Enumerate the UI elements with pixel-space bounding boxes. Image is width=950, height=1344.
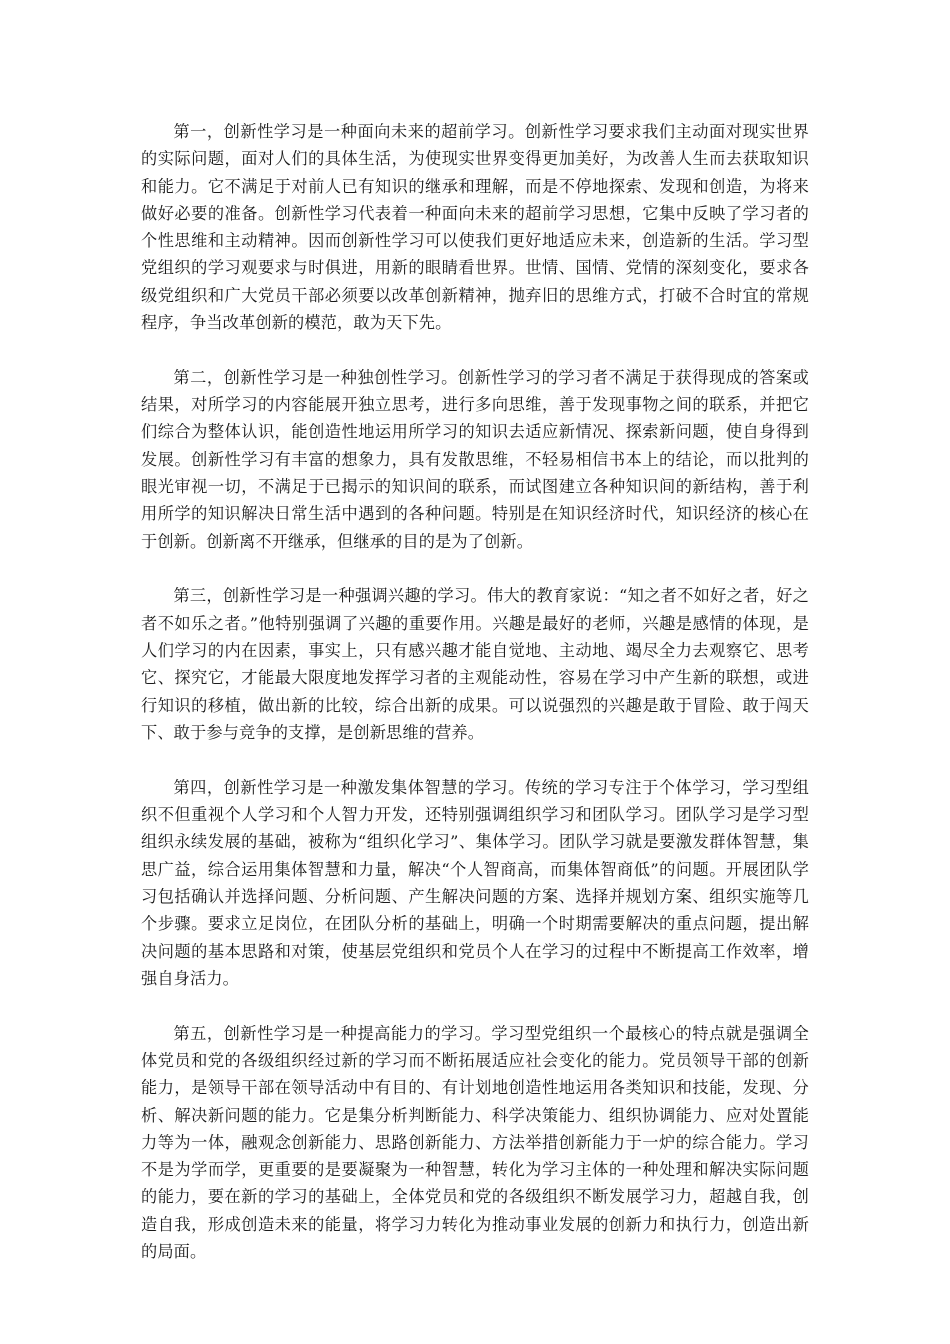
document-body xyxy=(141,118,809,1265)
paragraph-3: 第三，创新性学习是一种强调兴趣的学习。伟大的教育家说：“知之者不如好之者，好之者不如乐之者。”他特别强调了兴趣的重要作用。兴趣是最好的老师，兴趣是感情的体现，是人们学习的内在因素，事实上，只有感兴趣才能自觉地、主动地、竭尽全力去观察它、思考它、探究它，才能最大限度地发挥学习者的主观能动性，容易在学习中产生新的联想，或进行知识的移植，做出新的比较，综合出新的成果。可以说强烈的兴趣是敢于冒险、敢于闯天下、敢于参与竞争的支撑，是创新思维的营养。 xyxy=(141,586,809,742)
paragraph-5: 第五，创新性学习是一种提高能力的学习。学习型党组织一个最核心的特点就是强调全体党员和党的各级组织经过新的学习而不断拓展适应社会变化的能力。党员领导干部的创新能力，是领导干部在领导活动中有目的、有计划地创造性地运用各类知识和技能，发现、分析、解决新问题的能力。它是集分析判断能力、科学决策能力、组织协调能力、应对处置能力等为一体，融观念创新能力、思路创新能力、方法举措创新能力于一炉的综合能力。学习不是为学而学，更重要的是要凝聚为一种智慧，转化为学习主体的一种处理和解决实际问题的能力，要在新的学习的基础上，全体党员和党的各级组织不断发展学习力，超越自我，创造自我，形成创造未来的能量，将学习力转化为推动事业发展的创新力和执行力，创造出新的局面。 xyxy=(141,1023,809,1261)
paragraph-4: 第四，创新性学习是一种激发集体智慧的学习。传统的学习专注于个体学习，学习型组织不但重视个人学习和个人智力开发，还特别强调组织学习和团队学习。团队学习是学习型组织永续发展的基础，被称为“组织化学习”、集体学习。团队学习就是要激发群体智慧，集思广益，综合运用集体智慧和力量，解决“个人智商高，而集体智商低”的问题。开展团队学习包括确认并选择问题、分析问题、产生解决问题的方案、选择并规划方案、组织实施等几个步骤。要求立足岗位，在团队分析的基础上，明确一个时期需要解决的重点问题，提出解决问题的基本思路和对策，使基层党组织和党员个人在学习的过程中不断提高工作效率，增强自身活力。 xyxy=(141,777,809,988)
paragraph-2: 第二，创新性学习是一种独创性学习。创新性学习的学习者不满足于获得现成的答案或结果，对所学习的内容能展开独立思考，进行多向思维，善于发现事物之间的联系，并把它们综合为整体认识，能创造性地运用所学习的知识去适应新情况、探索新问题，使自身得到发展。创新性学习有丰富的想象力，具有发散思维，不轻易相信书本上的结论，而以批判的眼光审视一切，不满足于已揭示的知识间的联系，而试图建立各种知识间的新结构，善于利用所学的知识解决日常生活中遇到的各种问题。特别是在知识经济时代，知识经济的核心在于创新。创新离不开继承，但继承的目的是为了创新。 xyxy=(141,367,809,551)
paragraph-1: 第一，创新性学习是一种面向未来的超前学习。创新性学习要求我们主动面对现实世界的实际问题，面对人们的具体生活，为使现实世界变得更加美好，为改善人生而去获取知识和能力。它不满足于对前人已有知识的继承和理解，而是不停地探索、发现和创造，为将来做好必要的准备。创新性学习代表着一种面向未来的超前学习思想，它集中反映了学习者的个性思维和主动精神。因而创新性学习可以使我们更好地适应未来，创造新的生活。学习型党组织的学习观要求与时俱进，用新的眼睛看世界。世情、国情、党情的深刻变化，要求各级党组织和广大党员干部必须要以改革创新精神，抛弃旧的思维方式，打破不合时宜的常规程序，争当改革创新的模范，敢为天下先。 xyxy=(141,122,809,333)
